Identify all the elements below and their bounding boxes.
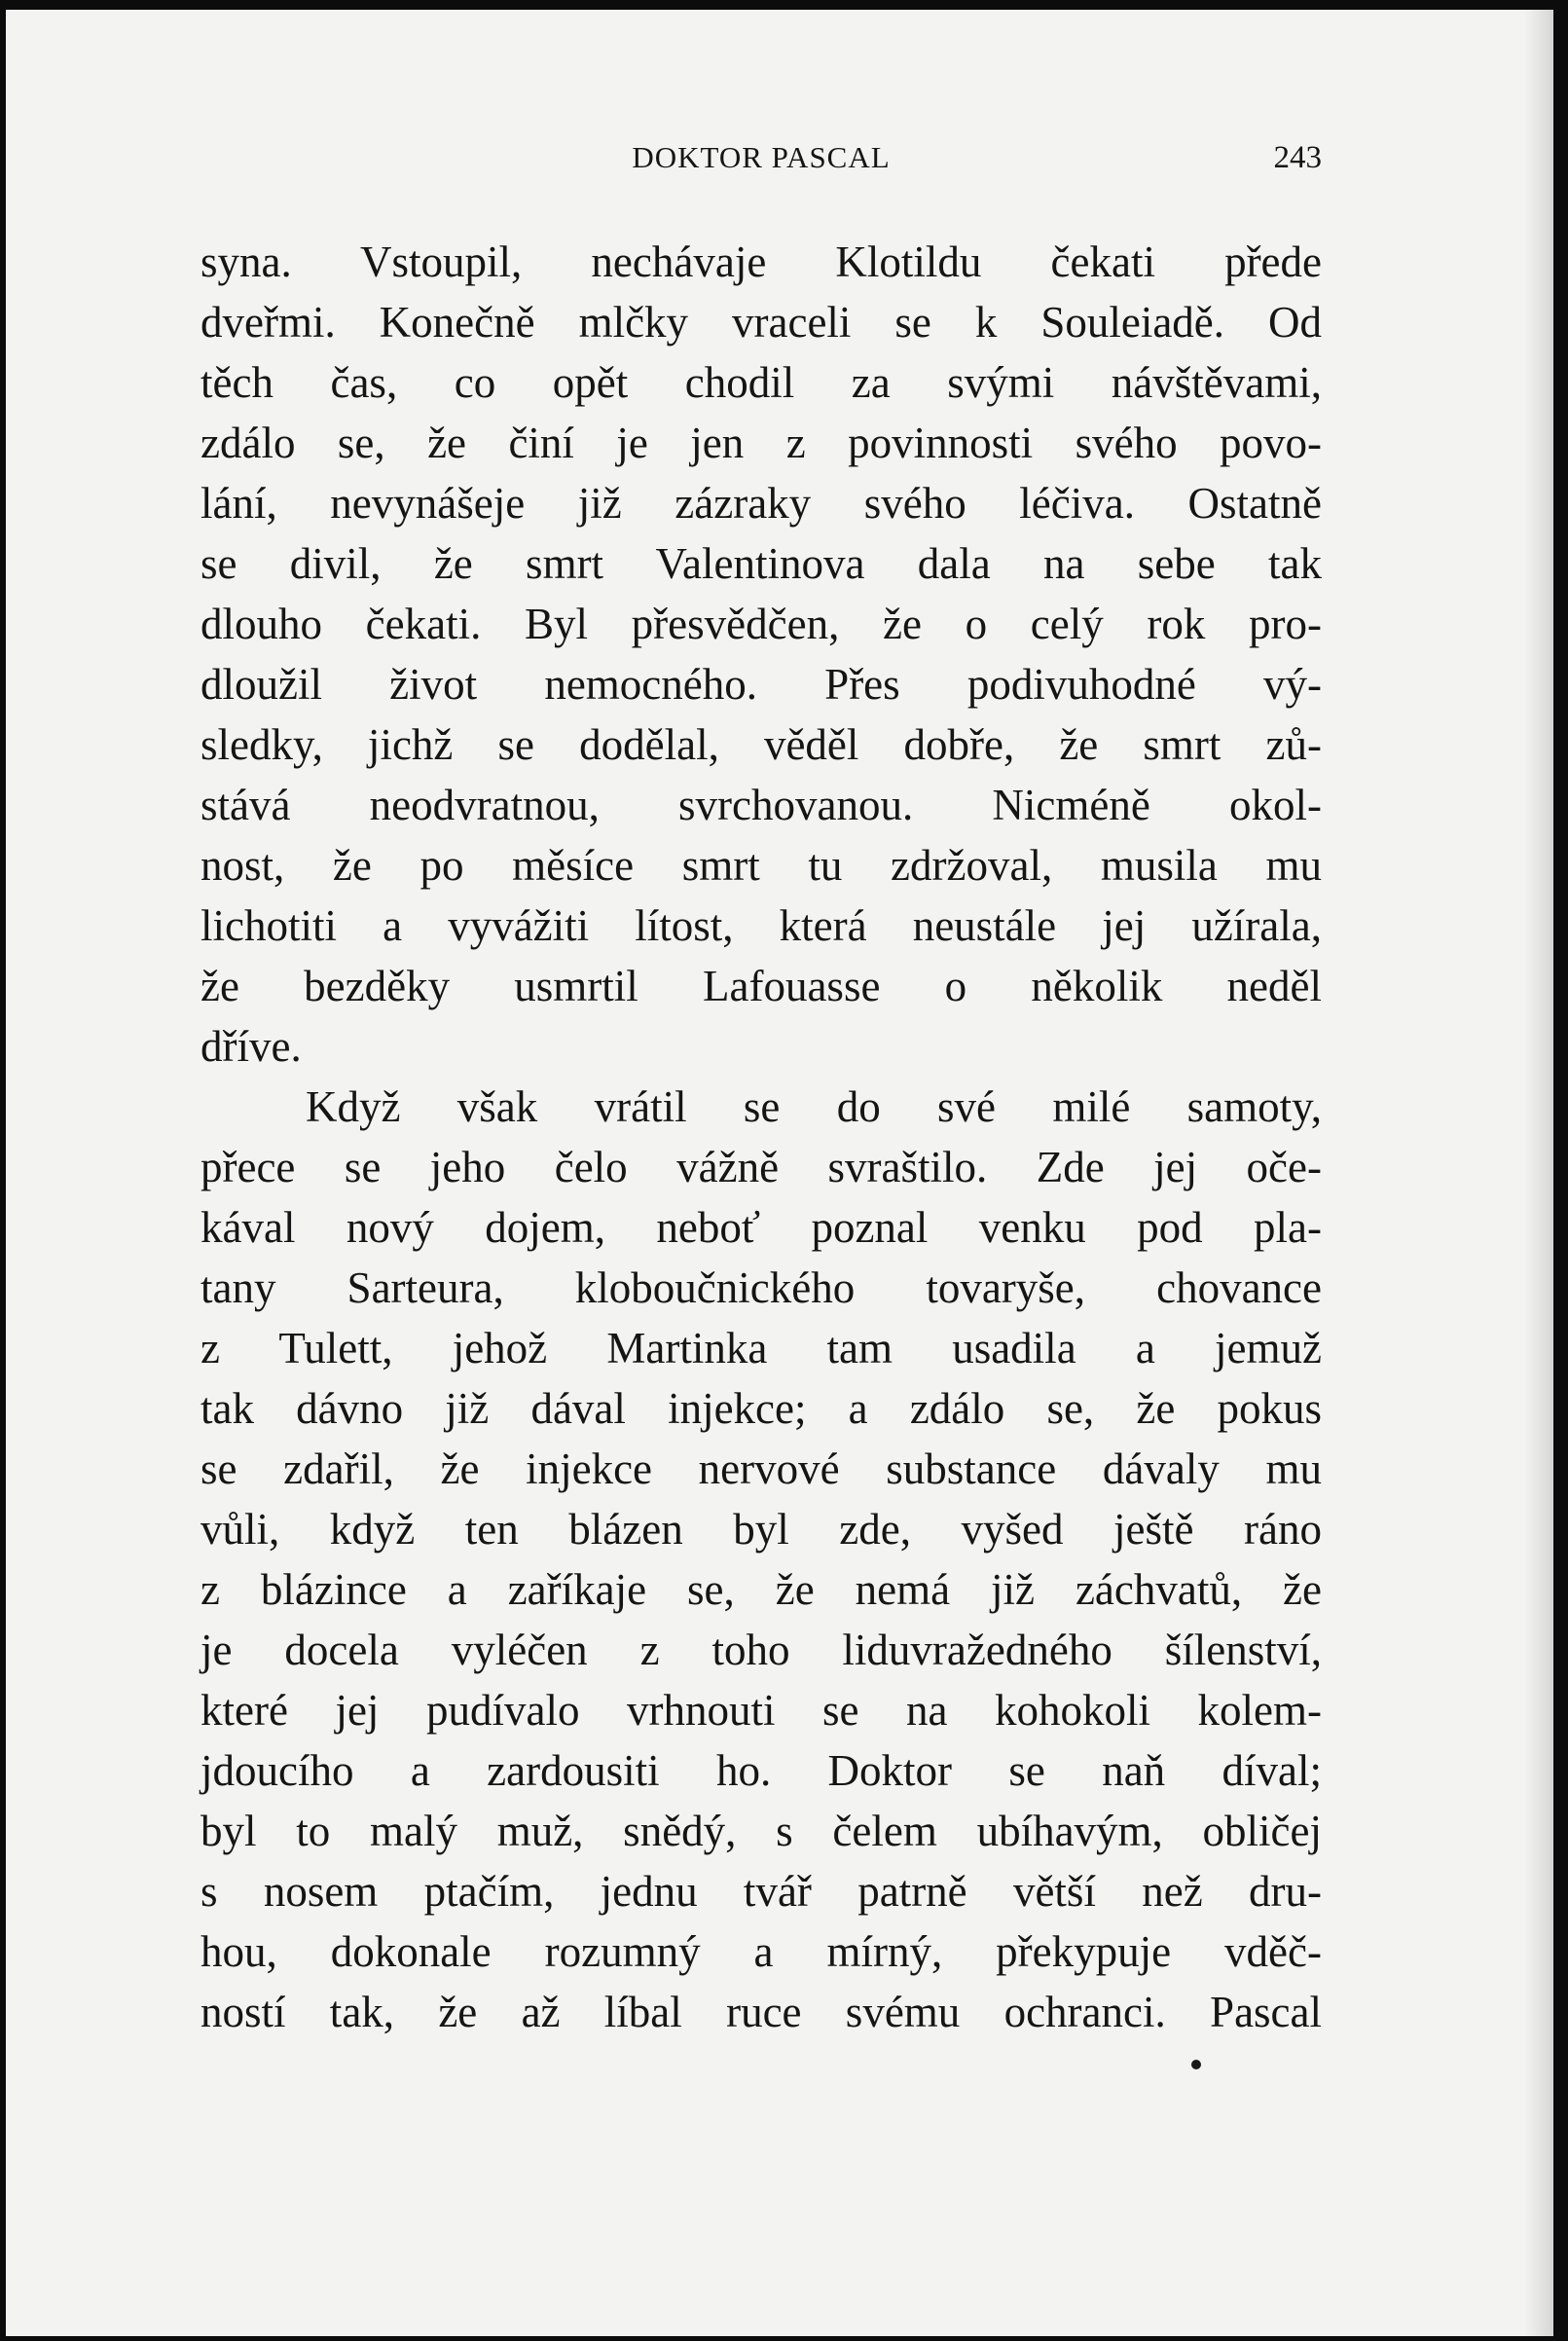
text-line: vůli, když ten blázen byl zde, vyšed ještě ráno xyxy=(201,1505,1322,1554)
ink-dot-mark xyxy=(1191,2060,1201,2069)
text-line: lání, nevynášeje již zázraky svého léčiva. Ostatně xyxy=(201,479,1322,528)
text-line: se divil, že smrt Valentinova dala na sebe tak xyxy=(201,539,1322,588)
text-line: dloužil život nemocného. Přes podivuhodné vý- xyxy=(201,660,1322,709)
page-edge-shadow xyxy=(1524,10,1553,2336)
book-page xyxy=(6,10,1553,2336)
text-line: hou, dokonale rozumný a mírný, překypuje vděč- xyxy=(201,1927,1322,1976)
text-line: přece se jeho čelo vážně svraštilo. Zde jej oče- xyxy=(201,1143,1322,1191)
text-line: dveřmi. Konečně mlčky vraceli se k Souleiadě. Od xyxy=(201,298,1322,347)
text-line: které jej pudívalo vrhnouti se na kohokoli kolem- xyxy=(201,1686,1322,1735)
text-line: dlouho čekati. Byl přesvědčen, že o celý rok pro- xyxy=(201,600,1322,648)
body-text xyxy=(201,232,1322,2042)
text-line: tak dávno již dával injekce; a zdálo se, že pokus xyxy=(201,1384,1322,1433)
page-number: 243 xyxy=(1273,140,1322,175)
text-line: sledky, jichž se dodělal, věděl dobře, že smrt zů- xyxy=(201,720,1322,769)
text-line: jdoucího a zardousiti ho. Doktor se naň díval; xyxy=(201,1746,1322,1795)
book-title: DOKTOR PASCAL xyxy=(632,140,891,174)
text-line: tany Sarteura, kloboučnického tovaryše, chovance xyxy=(201,1263,1322,1312)
text-line: je docela vyléčen z toho liduvražedného šílenství, xyxy=(201,1626,1322,1674)
text-line: syna. Vstoupil, nechávaje Klotildu čekati přede xyxy=(201,238,1322,286)
text-line: nost, že po měsíce smrt tu zdržoval, musila mu xyxy=(201,841,1322,890)
text-line: stává neodvratnou, svrchovanou. Nicméně okol- xyxy=(201,781,1322,829)
paragraph-last-line: dříve. xyxy=(201,1022,302,1071)
text-line: zdálo se, že činí je jen z povinnosti svého povo- xyxy=(201,419,1322,467)
text-line: s nosem ptačím, jednu tvář patrně větší než dru- xyxy=(201,1867,1322,1916)
text-line: ností tak, že až líbal ruce svému ochranci. Pascal xyxy=(201,1988,1322,2036)
text-line: byl to malý muž, snědý, s čelem ubíhavým, obličej xyxy=(201,1807,1322,1855)
paragraph-first-line: Když však vrátil se do své milé samoty, xyxy=(306,1082,1322,1131)
text-line: kával nový dojem, neboť poznal venku pod pla- xyxy=(201,1203,1322,1252)
running-head xyxy=(201,134,1322,181)
text-line: se zdařil, že injekce nervové substance dávaly mu xyxy=(201,1445,1322,1493)
text-line: z Tulett, jehož Martinka tam usadila a jemuž xyxy=(201,1324,1322,1372)
text-line: lichotiti a vyvážiti lítost, která neustále jej užírala, xyxy=(201,901,1322,950)
text-line: z blázince a zaříkaje se, že nemá již záchvatů, že xyxy=(201,1565,1322,1614)
text-line: že bezděky usmrtil Lafouasse o několik neděl xyxy=(201,962,1322,1010)
text-line: těch čas, co opět chodil za svými návštěvami, xyxy=(201,358,1322,407)
